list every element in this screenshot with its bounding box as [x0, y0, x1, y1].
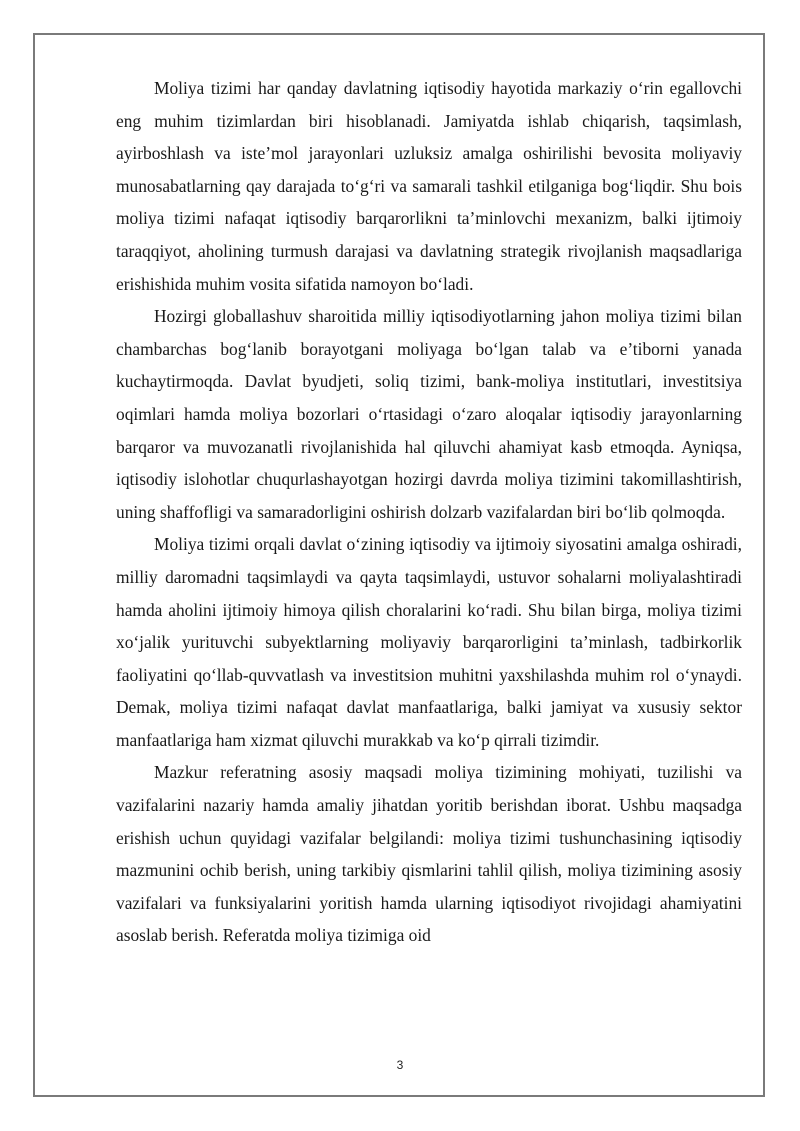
document-body: [116, 72, 742, 952]
paragraph-2: Hozirgi globallashuv sharoitida milliy iqtisodiyotlarning jahon moliya tizimi bilan chambarchas bog‘lanib borayotgani moliyaga bo‘lgan talab va e’tiborni yanada kuchaytirmoqda. Davlat byudjeti, soliq tizimi, bank-moliya institutlari, investitsiya oqimlari hamda moliya bozorlari o‘rtasidagi o‘zaro aloqalar iqtisodiy jarayonlarning barqaror va muvozanatli rivojlanishida hal qiluvchi ahamiyat kasb etmoqda. Ayniqsa, iqtisodiy islohotlar chuqurlashayotgan hozirgi davrda moliya tizimini takomillashtirish, uning shaffofligi va samaradorligini oshirish dolzarb vazifalardan biri bo‘lib qolmoqda.: [116, 306, 742, 522]
paragraph-3: Moliya tizimi orqali davlat o‘zining iqtisodiy va ijtimoiy siyosatini amalga oshiradi, milliy daromadni taqsimlaydi va qayta taqsimlaydi, ustuvor sohalarni moliyalashtiradi hamda aholini ijtimoiy himoya qilish choralarini ko‘radi. Shu bilan birga, moliya tizimi xo‘jalik yurituvchi subyektlarning moliyaviy barqarorligini ta’minlash, tadbirkorlik faoliyatini qo‘llab-quvvatlash va investitsion muhitni yaxshilashda muhim rol o‘ynaydi. Demak, moliya tizimi nafaqat davlat manfaatlariga, balki jamiyat va xususiy sektor manfaatlariga ham xizmat qiluvchi murakkab va ko‘p qirrali tizimdir.: [116, 534, 742, 750]
page-number: 3: [396, 1058, 404, 1072]
paragraph-1: Moliya tizimi har qanday davlatning iqtisodiy hayotida markaziy o‘rin egallovchi eng muhim tizimlardan biri hisoblanadi. Jamiyatda ishlab chiqarish, taqsimlash, ayirboshlash va iste’mol jarayonlari uzluksiz amalga oshirilishi bevosita moliyaviy munosabatlarning qay darajada to‘g‘ri va samarali tashkil etilganiga bog‘liqdir. Shu bois moliya tizimi nafaqat iqtisodiy barqarorlikni ta’minlovchi mexanizm, balki ijtimoiy taraqqiyot, aholining turmush darajasi va davlatning strategik rivojlanish maqsadlariga erishishida muhim vosita sifatida namoyon bo‘ladi.: [116, 78, 742, 294]
paragraph-4: Mazkur referatning asosiy maqsadi moliya tizimining mohiyati, tuzilishi va vazifalarini nazariy hamda amaliy jihatdan yoritib berishdan iborat. Ushbu maqsadga erishish uchun quyidagi vazifalar belgilandi: moliya tizimi tushunchasining iqtisodiy mazmunini ochib berish, uning tarkibiy qismlarini tahlil qilish, moliya tizimining asosiy vazifalari va funksiyalarini yoritish hamda ularning iqtisodiyot rivojidagi ahamiyatini asoslab berish. Referatda moliya tizimiga oid: [116, 762, 742, 946]
